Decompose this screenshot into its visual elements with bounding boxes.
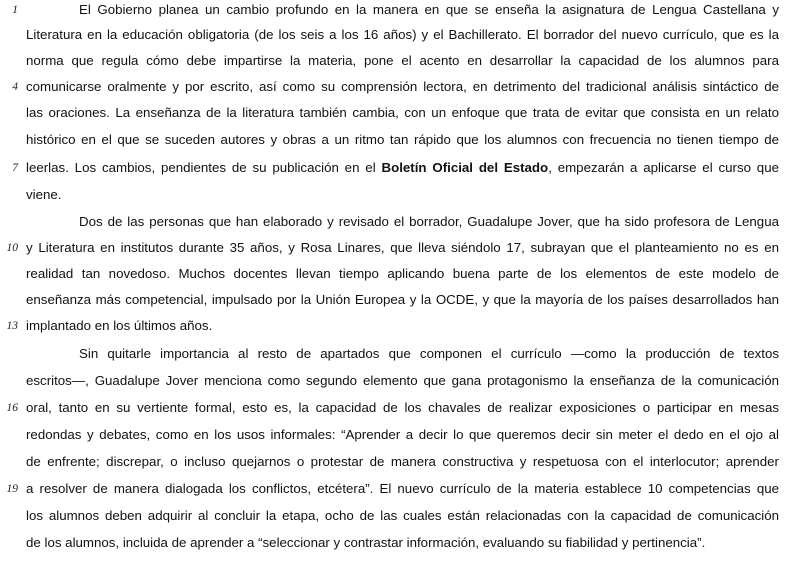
paragraph-1-line: El Gobierno planea un cambio profundo en la manera en que se enseña la asignatura de Lengua Castellana y — [79, 2, 779, 17]
line-number: 1 — [12, 4, 18, 16]
line-number: 10 — [6, 242, 18, 254]
text-line — [0, 235, 789, 261]
text-line — [0, 341, 789, 367]
paragraph-2-line: enseñanza más competencial, impulsado por la Unión Europea y la OCDE, y que la mayoría de los países desarrollados han — [26, 292, 779, 307]
text-line — [0, 209, 789, 235]
text-line — [0, 74, 789, 100]
paragraph-2-line: Dos de las personas que han elaborado y revisado el borrador, Guadalupe Jover, que ha sido profesora de Lengua — [79, 214, 779, 229]
text-line — [0, 422, 789, 448]
paragraph-3-line: oral, tanto en su vertiente formal, esto es, la capacidad de los chavales de realizar exposiciones o participar en mesas — [26, 400, 779, 415]
paragraph-3-line: de enfrente; discrepar, o incluso quejarnos o protestar de manera constructiva y respetuosa con el interlocutor; aprender — [26, 454, 779, 469]
paragraph-3-line: Sin quitarle importancia al resto de apartados que componen el currículo —como la producción de textos — [79, 346, 779, 361]
boe-reference: Boletín Oficial del Estado — [381, 160, 549, 175]
text-line — [0, 530, 789, 556]
text-line — [0, 395, 789, 421]
text-line — [0, 127, 789, 153]
paragraph-2-line: y Literatura en institutos durante 35 años, y Rosa Linares, que lleva siéndolo 17, subrayan que el planteamiento no es en — [26, 240, 779, 255]
line-number: 4 — [12, 81, 18, 93]
line-text: leerlas. Los cambios, pendientes de su publicación en el — [26, 160, 382, 175]
text-line — [0, 476, 789, 502]
line-number: 13 — [6, 320, 18, 332]
text-line — [0, 48, 789, 74]
text-line — [0, 22, 789, 48]
paragraph-1-line: histórico en el que se suceden autores y obras a un ritmo tan rápido que los alumnos con frecuencia no tienen tiempo de — [26, 132, 779, 147]
paragraph-2-line: realidad tan novedoso. Muchos docentes llevan tiempo aplicando buena parte de los elementos de este modelo de — [26, 266, 779, 281]
text-line — [0, 368, 789, 394]
text-line — [0, 261, 789, 287]
paragraph-3-line: a resolver de manera dialogada los conflictos, etcétera”. El nuevo currículo de la materia establece 10 competencias que — [26, 481, 779, 496]
line-number: 16 — [6, 402, 18, 414]
paragraph-1-line: norma que regula cómo debe impartirse la materia, pone el acento en desarrollar la capacidad de los alumnos para — [26, 53, 779, 68]
paragraph-1-line: Literatura en la educación obligatoria (de los seis a los 16 años) y el Bachillerato. El borrador del nuevo currículo, que es la — [26, 27, 779, 42]
line-number: 7 — [12, 162, 18, 174]
paragraph-3-line: de los alumnos, incluida de aprender a “seleccionar y contrastar información, evaluando su fiabilidad y pertinencia”. — [26, 535, 706, 550]
paragraph-1-line: las oraciones. La enseñanza de la literatura también cambia, con un enfoque que trata de evitar que consista en un relato — [26, 105, 779, 120]
paragraph-1-line: comunicarse oralmente y por escrito, así como su comprensión lectora, en detrimento del tradicional análisis sintáctico de — [26, 79, 779, 94]
line-text: , empezarán a aplicarse el curso que — [548, 160, 779, 175]
paragraph-3-line: escritos—, Guadalupe Jover menciona como segundo elemento que gana protagonismo la enseñanza de la comunicación — [26, 373, 779, 388]
text-line — [0, 0, 789, 23]
paragraph-1-line: viene. — [26, 187, 62, 202]
paragraph-3-line: los alumnos deben adquirir al concluir la etapa, ocho de las cuales están relacionadas con la capacidad de comunicación — [26, 508, 779, 523]
text-line — [0, 503, 789, 529]
line-number: 19 — [6, 483, 18, 495]
text-line — [0, 449, 789, 475]
text-line — [0, 100, 789, 126]
paragraph-1-line — [26, 155, 779, 181]
text-line — [0, 155, 789, 181]
paragraph-3-line: redondas y debates, como en los usos informales: “Aprender a decir lo que queremos decir sin meter el dedo en el ojo al — [26, 427, 779, 442]
text-line — [0, 287, 789, 313]
text-line — [0, 182, 789, 208]
text-line — [0, 313, 789, 339]
paragraph-2-line: implantado en los últimos años. — [26, 318, 213, 333]
